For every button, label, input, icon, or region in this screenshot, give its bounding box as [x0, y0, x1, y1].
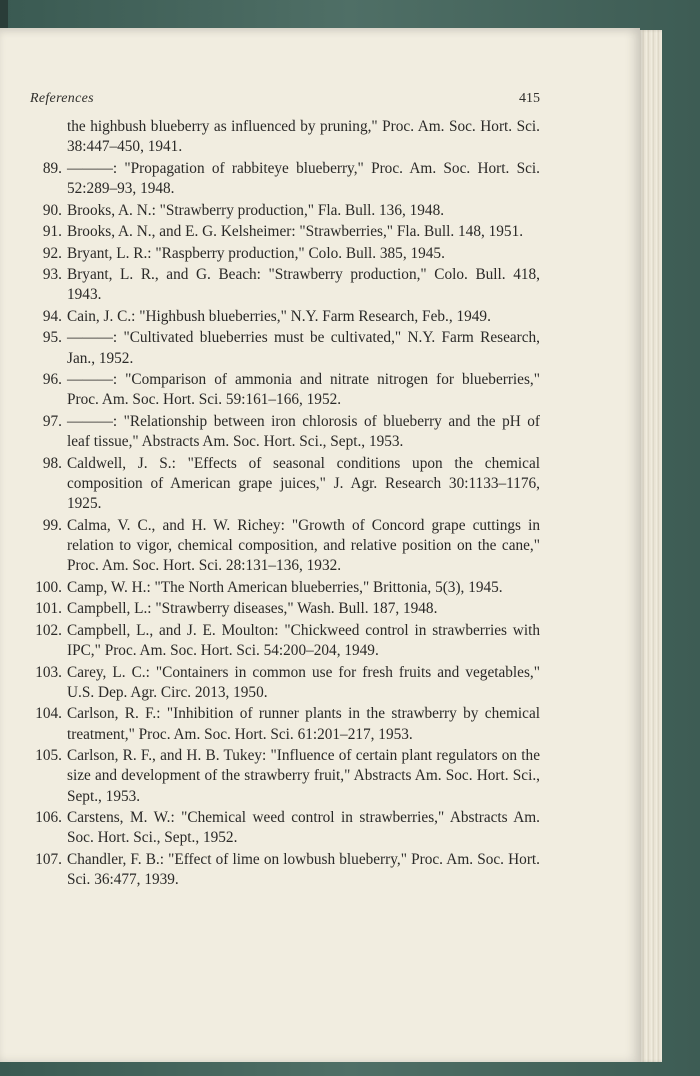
- reference-number: 94.: [42, 307, 62, 325]
- reference-text: Camp, W. H.: "The North American blueberries," Brittonia, 5(3), 1945.: [67, 578, 503, 596]
- reference-text: Cain, J. C.: "Highbush blueberries," N.Y. Farm Research, Feb., 1949.: [67, 307, 491, 325]
- reference-text: Brooks, A. N., and E. G. Kelsheimer: "Strawberries," Fla. Bull. 148, 1951.: [67, 223, 524, 241]
- reference-text: Carlson, R. F.: "Inhibition of runner plants in the strawberry by chemical treatment," Proc. Am. Soc. Hort. Sci. 61:201–217, 1953.: [67, 705, 540, 743]
- reference-text: ———: "Comparison of ammonia and nitrate nitrogen for blueberries," Proc. Am. Soc. Hort. Sci. 59:161–166, 1952.: [67, 371, 540, 409]
- reference-number: 91.: [42, 223, 62, 241]
- reference-item: [30, 578, 540, 598]
- reference-number: 97.: [42, 412, 62, 430]
- reference-item: [30, 663, 540, 704]
- reference-number: 107.: [35, 850, 62, 868]
- reference-text: ———: "Relationship between iron chlorosis of blueberry and the pH of leaf tissue," Abstracts Am. Soc. Hort. Sci., Sept., 1953.: [67, 412, 540, 451]
- reference-item: [30, 222, 540, 242]
- reference-item: [30, 265, 540, 306]
- reference-number: 105.: [35, 747, 62, 765]
- reference-text: Bryant, L. R., and G. Beach: "Strawberry production," Colo. Bull. 418, 1943.: [67, 266, 540, 304]
- reference-number: 104.: [35, 705, 62, 723]
- reference-number: 98.: [42, 454, 62, 472]
- reference-text: Bryant, L. R.: "Raspberry production," Colo. Bull. 385, 1945.: [67, 244, 445, 262]
- reference-number: 96.: [42, 371, 62, 389]
- reference-item: [30, 516, 540, 577]
- reference-item: [30, 746, 540, 807]
- reference-number: 92.: [42, 244, 62, 262]
- reference-list: [30, 117, 540, 892]
- reference-number: 103.: [35, 663, 62, 681]
- reference-text: Chandler, F. B.: "Effect of lime on lowbush blueberry," Proc. Am. Soc. Hort. Sci. 36:477, 1939.: [67, 850, 540, 889]
- reference-number: 90.: [42, 201, 62, 219]
- reference-text: the highbush blueberry as influenced by pruning," Proc. Am. Soc. Hort. Sci. 38:447–450, 1941.: [67, 118, 540, 156]
- reference-item: [30, 307, 540, 327]
- reference-item: [30, 704, 540, 745]
- reference-text: Caldwell, J. S.: "Effects of seasonal conditions upon the chemical composition of American grape juices," J. Agr. Research 30:1133–1176, 1925.: [67, 454, 540, 513]
- reference-item: [30, 412, 540, 453]
- reference-item: [30, 370, 540, 411]
- reference-number: 89.: [42, 159, 62, 177]
- reference-item: [30, 808, 540, 849]
- reference-text: Brooks, A. N.: "Strawberry production," Fla. Bull. 136, 1948.: [67, 201, 445, 219]
- reference-item: [30, 201, 540, 221]
- reference-number: 106.: [35, 809, 62, 827]
- running-head: [30, 91, 540, 111]
- reference-item: [30, 244, 540, 264]
- reference-item: [30, 599, 540, 619]
- reference-text: Campbell, L., and J. E. Moulton: "Chickweed control in strawberries with IPC," Proc. Am. Soc. Hort. Sci. 54:200–204, 1949.: [67, 621, 540, 660]
- reference-number: 95.: [42, 329, 62, 347]
- reference-text: Calma, V. C., and H. W. Richey: "Growth of Concord grape cuttings in relation to vigor, chemical composition, and relative position on the cane," Proc. Am. Soc. Hort. Sci. 28:131–136, 1932.: [67, 516, 540, 575]
- reference-item: [30, 117, 540, 158]
- reference-text: Carey, L. C.: "Containers in common use for fresh fruits and vegetables," U.S. Dep. Agr. Circ. 2013, 1950.: [67, 663, 540, 701]
- reference-item: [30, 159, 540, 200]
- reference-item: [30, 328, 540, 369]
- page-number: 415: [519, 91, 540, 106]
- reference-number: 93.: [42, 266, 62, 284]
- section-title: References: [30, 91, 94, 106]
- reference-number: 101.: [35, 600, 62, 618]
- reference-text: ———: "Propagation of rabbiteye blueberry," Proc. Am. Soc. Hort. Sci. 52:289–93, 1948.: [67, 159, 540, 198]
- reference-text: ———: "Cultivated blueberries must be cultivated," N.Y. Farm Research, Jan., 1952.: [67, 329, 540, 367]
- reference-number: 99.: [42, 516, 62, 534]
- page-edges: [640, 30, 662, 1062]
- reference-item: [30, 454, 540, 515]
- reference-number: 102.: [35, 621, 62, 639]
- reference-text: Carlson, R. F., and H. B. Tukey: "Influence of certain plant regulators on the size and development of the strawberry fruit," Abstracts Am. Soc. Hort. Sci., Sept., 1953.: [67, 747, 540, 805]
- reference-number: 100.: [35, 578, 62, 596]
- reference-text: Carstens, M. W.: "Chemical weed control in strawberries," Abstracts Am. Soc. Hort. Sci., Sept., 1952.: [67, 809, 540, 847]
- reference-item: [30, 850, 540, 891]
- reference-text: Campbell, L.: "Strawberry diseases," Wash. Bull. 187, 1948.: [67, 600, 438, 618]
- reference-item: [30, 621, 540, 662]
- cover-corner: [0, 0, 8, 28]
